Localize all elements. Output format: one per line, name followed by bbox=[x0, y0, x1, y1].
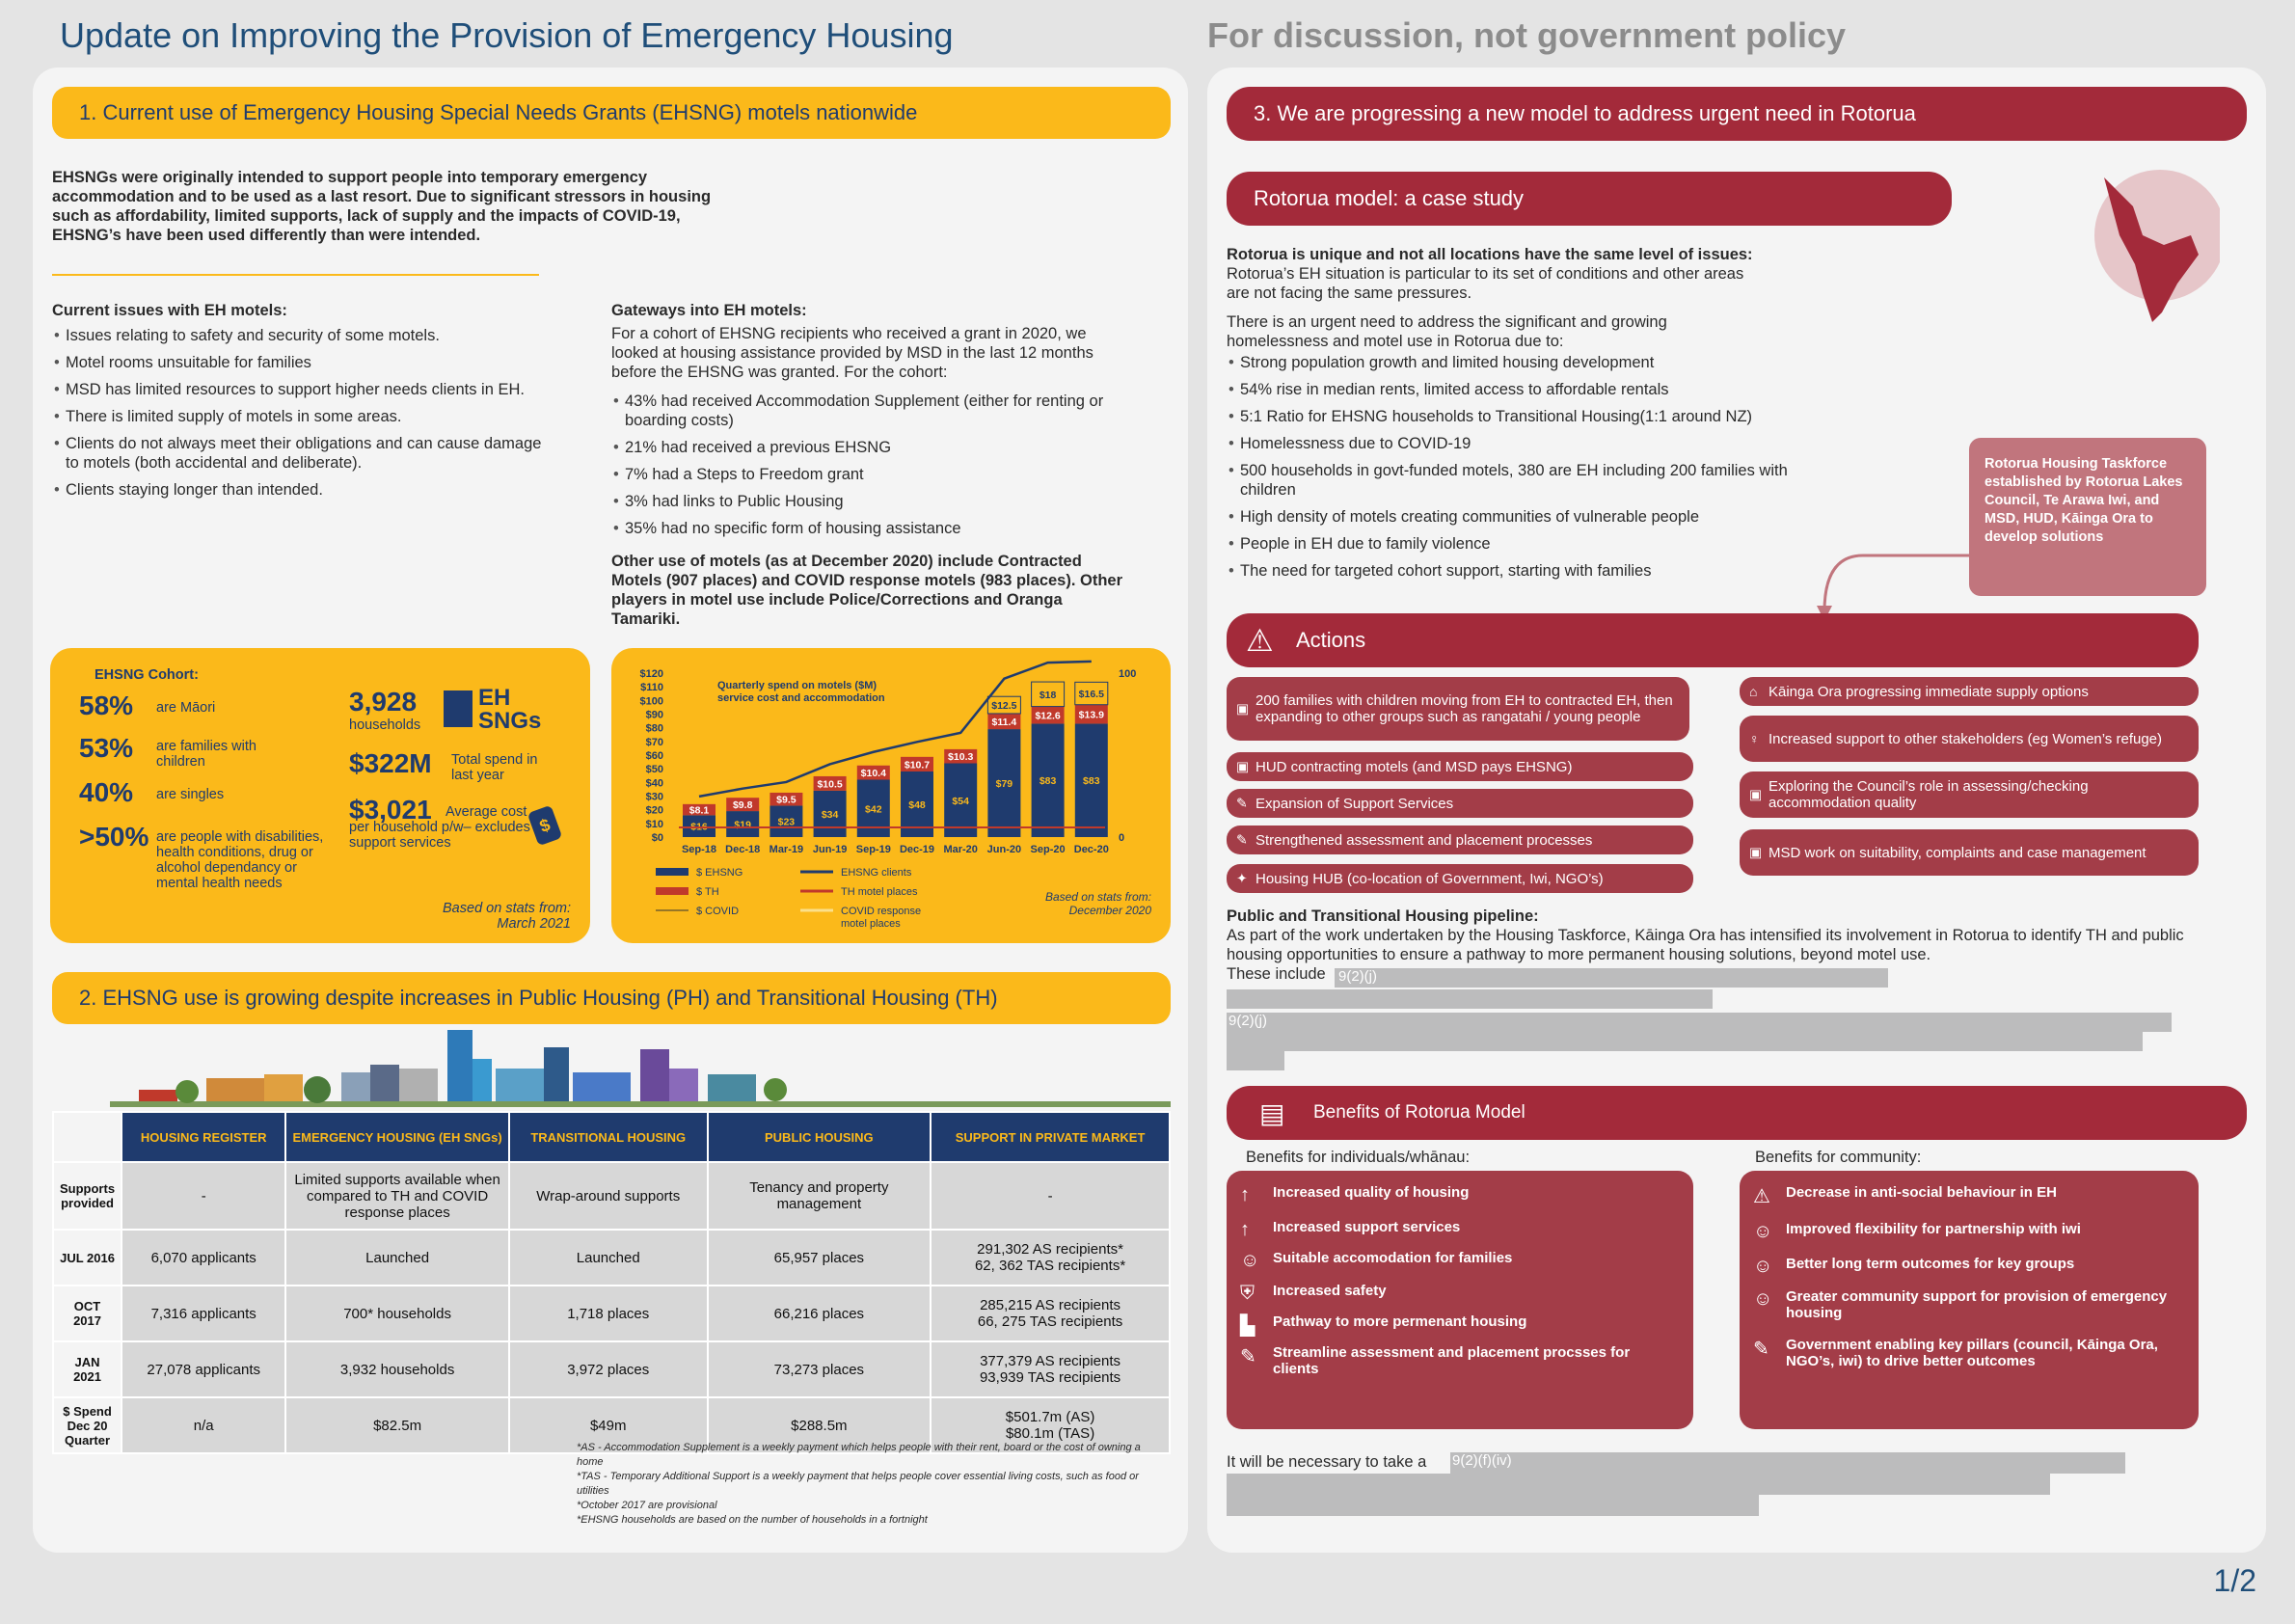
y2-tick-label: 0 bbox=[1119, 832, 1125, 844]
spend-label: Total spend in last year bbox=[451, 752, 538, 783]
list-item: • MSD has limited resources to support higher needs clients in EH. bbox=[52, 380, 554, 399]
page-number: 1/2 bbox=[2213, 1563, 2256, 1598]
table-cell: $49m bbox=[509, 1397, 708, 1453]
redaction-box bbox=[1335, 968, 1888, 988]
table-cell: Wrap-around supports bbox=[509, 1162, 708, 1230]
com-benefits-box bbox=[1740, 1171, 2199, 1429]
bricks-icon: ▤ bbox=[1259, 1097, 1285, 1128]
table-cell: 27,078 applicants bbox=[122, 1341, 285, 1397]
action-icon: ⌂ bbox=[1749, 684, 1758, 699]
benefit-item: ☺ Greater community support for provision of emergency housing bbox=[1753, 1288, 2168, 1321]
list-item: • Homelessness due to COVID-19 bbox=[1227, 434, 1805, 453]
action-text: Expansion of Support Services bbox=[1256, 795, 1454, 812]
x-tick-label: Dec-20 bbox=[1073, 844, 1109, 855]
page-title: Update on Improving the Provision of Emergency Housing bbox=[60, 15, 954, 55]
group-icon: ☺ bbox=[1753, 1256, 1773, 1277]
data-label: $13.9 bbox=[1078, 709, 1104, 721]
list-item: • The need for targeted cohort support, starting with families bbox=[1227, 561, 1805, 581]
pipeline-text: As part of the work undertaken by the Housing Taskforce, Kāinga Ora has intensified its involvement in Rotorua to identify TH and public housing opportunities to ensure a pathway to more permanent housing solutions, beyond motel use. bbox=[1227, 927, 2184, 963]
list-item: • Clients staying longer than intended. bbox=[52, 480, 554, 500]
legend-swatch bbox=[656, 887, 688, 895]
redaction-label: 9(2)(j) bbox=[1338, 968, 1377, 985]
benefit-item: ↑ Increased support services bbox=[1240, 1219, 1461, 1240]
stairs-icon: ▙ bbox=[1240, 1315, 1256, 1337]
data-label: $10.4 bbox=[860, 768, 886, 780]
data-label: $83 bbox=[1083, 775, 1100, 788]
y-tick-label: $60 bbox=[645, 750, 663, 762]
data-label: $10.7 bbox=[904, 759, 931, 771]
right-panel bbox=[1207, 68, 2266, 1553]
action-text: 200 families with children moving from EH to contracted EH, then expanding to other groups such as rangatahi / young people bbox=[1256, 692, 1673, 725]
list-item: • Motel rooms unsuitable for families bbox=[52, 353, 554, 372]
table-row bbox=[53, 1230, 1170, 1286]
list-item: • 43% had received Accommodation Supplement (either for renting or boarding costs) bbox=[611, 392, 1122, 430]
row-label: Supports provided bbox=[53, 1162, 122, 1230]
cohort-note: Based on stats from: March 2021 bbox=[443, 901, 571, 932]
footnote: *EHSNG households are based on the number of households in a fortnight bbox=[577, 1514, 928, 1526]
table-cell: 700* households bbox=[285, 1286, 509, 1341]
stat-pct: 53% bbox=[79, 733, 134, 763]
data-label: $83 bbox=[1039, 775, 1057, 788]
action-right-item bbox=[1740, 716, 2199, 762]
benefit-item: ✎ Government enabling key pillars (council, Kāinga Ora, NGO’s, iwi) to drive better outcomes bbox=[1753, 1337, 2158, 1369]
data-label: $9.5 bbox=[776, 794, 796, 806]
data-label: $11.4 bbox=[991, 717, 1017, 729]
pipeline-title: Public and Transitional Housing pipeline: bbox=[1227, 907, 1539, 925]
redaction-box bbox=[1227, 1051, 1284, 1070]
list-item: • 35% had no specific form of housing assistance bbox=[611, 519, 1122, 538]
action-text: Strengthened assessment and placement processes bbox=[1256, 831, 1593, 849]
table-header: PUBLIC HOUSING bbox=[708, 1112, 932, 1162]
data-label: $79 bbox=[995, 778, 1013, 791]
redaction-box bbox=[1227, 989, 1713, 1009]
table-cell: $501.7m (AS) $80.1m (TAS) bbox=[931, 1397, 1170, 1453]
redaction-box bbox=[1227, 1474, 2050, 1495]
avg-num: $3,021 bbox=[349, 795, 432, 825]
x-tick-label: Mar-19 bbox=[769, 844, 804, 855]
data-label: $16.5 bbox=[1078, 689, 1104, 701]
data-label: $34 bbox=[821, 808, 839, 821]
benefit-item: ☺ Suitable accomodation for families bbox=[1240, 1250, 1513, 1271]
list-item: • There is limited supply of motels in some areas. bbox=[52, 407, 554, 426]
y-tick-label: $30 bbox=[645, 791, 663, 803]
benefit-item: ▙ Pathway to more permenant housing bbox=[1240, 1313, 1527, 1337]
redaction-box bbox=[1450, 1452, 2125, 1474]
action-text: Exploring the Council’s role in assessing/checking accommodation quality bbox=[1768, 778, 2089, 811]
cohort-card bbox=[50, 648, 590, 943]
stat-pct: 40% bbox=[79, 777, 134, 807]
y-tick-label: $20 bbox=[645, 804, 663, 817]
stat-label: are families with children bbox=[156, 739, 256, 770]
data-label: $8.1 bbox=[688, 804, 710, 817]
chart-note: Based on stats from: December 2020 bbox=[1044, 890, 1151, 917]
table-cell: 285,215 AS recipients 66, 275 TAS recipients bbox=[931, 1286, 1170, 1341]
y-tick-label: $0 bbox=[651, 832, 663, 844]
data-label: $18 bbox=[1039, 689, 1057, 701]
redaction-label: 9(2)(f)(iv) bbox=[1452, 1452, 1512, 1469]
table-cell: Tenancy and property management bbox=[708, 1162, 932, 1230]
table-corner bbox=[53, 1112, 122, 1162]
data-label: $19 bbox=[734, 819, 751, 831]
action-right-item bbox=[1740, 677, 2199, 706]
shield-icon: ⛨ bbox=[1240, 1283, 1255, 1304]
stat-label: are people with disabilities, health conditions, drug or alcohol dependancy or mental health needs bbox=[156, 829, 324, 891]
households-num: 3,928 bbox=[349, 687, 418, 717]
gateways-list bbox=[611, 392, 1122, 546]
community-icon: ☺ bbox=[1753, 1288, 1773, 1310]
table-row bbox=[53, 1341, 1170, 1397]
benefits-title: Benefits of Rotorua Model bbox=[1313, 1102, 1526, 1123]
data-label: $10.5 bbox=[817, 778, 843, 791]
redaction-box bbox=[1227, 1495, 1759, 1516]
spend-num: $322M bbox=[349, 748, 432, 778]
page-subtitle: For discussion, not government policy bbox=[1207, 15, 1847, 55]
cohort-title: EHSNG Cohort: bbox=[94, 667, 199, 683]
table-cell: 3,972 places bbox=[509, 1341, 708, 1397]
legend-label: $ TH bbox=[696, 886, 719, 898]
action-right-item bbox=[1740, 829, 2199, 876]
nz-map-icon bbox=[2085, 168, 2220, 332]
building-icon bbox=[444, 690, 472, 727]
table-cell: 291,302 AS recipients* 62, 362 TAS recipients* bbox=[931, 1230, 1170, 1286]
y-tick-label: $90 bbox=[645, 709, 663, 721]
table-cell: 73,273 places bbox=[708, 1341, 932, 1397]
list-item: • 3% had links to Public Housing bbox=[611, 492, 1122, 511]
tools-icon: ✎ bbox=[1240, 1346, 1256, 1367]
x-tick-label: Mar-20 bbox=[943, 844, 978, 855]
y-tick-label: $50 bbox=[645, 764, 663, 776]
people-icon: ☺ bbox=[1753, 1221, 1773, 1242]
list-item: • 54% rise in median rents, limited access to affordable rentals bbox=[1227, 380, 1805, 399]
divider bbox=[52, 274, 539, 276]
spend-chart bbox=[611, 648, 1171, 943]
list-item: • 21% had received a previous EHSNG bbox=[611, 438, 1122, 457]
y-tick-label: $70 bbox=[645, 736, 663, 748]
eh-text: EH bbox=[478, 685, 511, 711]
table-cell: 6,070 applicants bbox=[122, 1230, 285, 1286]
row-label: OCT 2017 bbox=[53, 1286, 122, 1341]
footnotes bbox=[577, 1441, 1155, 1528]
y-tick-label: $40 bbox=[645, 777, 663, 790]
skyline-illustration bbox=[110, 1030, 1171, 1107]
action-icon: ✦ bbox=[1236, 870, 1248, 886]
benefit-item: ↑ Increased quality of housing bbox=[1240, 1184, 1470, 1205]
table-cell: Launched bbox=[285, 1230, 509, 1286]
other-use: Other use of motels (as at December 2020) include Contracted Motels (907 places) and COVID response motels (983 places). Other players in motel use include Police/Corrections and Oranga Tamariki. bbox=[611, 553, 1123, 628]
footnote: *TAS - Temporary Additional Support is a weekly payment that helps people cover essential living costs, such as food or utilities bbox=[577, 1471, 1139, 1497]
section-1-heading: 1. Current use of Emergency Housing Special Needs Grants (EHSNG) motels nationwide bbox=[52, 87, 1171, 139]
action-left-item bbox=[1227, 752, 1693, 781]
action-icon: ▣ bbox=[1236, 758, 1250, 774]
legend-label: $ COVID bbox=[696, 906, 740, 917]
list-item: • People in EH due to family violence bbox=[1227, 534, 1805, 554]
eh-label bbox=[478, 687, 541, 733]
x-tick-label: Sep-20 bbox=[1030, 844, 1066, 855]
action-icon: ✎ bbox=[1236, 795, 1248, 811]
data-label: $12.6 bbox=[1035, 710, 1061, 722]
warning-icon: ⚠ bbox=[1246, 623, 1274, 658]
x-tick-label: Jun-19 bbox=[812, 844, 848, 855]
gateways-title: Gateways into EH motels: bbox=[611, 302, 807, 319]
table-header: SUPPORT IN PRIVATE MARKET bbox=[931, 1112, 1170, 1162]
x-tick-label: Dec-19 bbox=[899, 844, 935, 855]
table-cell: - bbox=[122, 1162, 285, 1230]
list-item: • Clients do not always meet their obligations and can cause damage to motels (both accidental and deliberate). bbox=[52, 434, 554, 473]
list-item: • Strong population growth and limited housing development bbox=[1227, 353, 1805, 372]
footnote: *AS - Accommodation Supplement is a weekly payment which helps people with their rent, board or the cost of owning a home bbox=[577, 1442, 1141, 1468]
table-cell: 3,932 households bbox=[285, 1341, 509, 1397]
data-label: $10.3 bbox=[948, 751, 974, 764]
list-item: • Issues relating to safety and security of some motels. bbox=[52, 326, 554, 345]
list-item: • High density of motels creating communities of vulnerable people bbox=[1227, 507, 1805, 527]
actions-heading bbox=[1227, 613, 2199, 667]
y-tick-label: $110 bbox=[640, 682, 663, 694]
data-label: $54 bbox=[952, 795, 969, 807]
table-row bbox=[53, 1162, 1170, 1230]
row-label: $ Spend Dec 20 Quarter bbox=[53, 1397, 122, 1453]
legend-label: EHSNG clients bbox=[841, 867, 912, 879]
warning-icon: ⚠ bbox=[1753, 1186, 1770, 1207]
section-3-heading: 3. We are progressing a new model to address urgent need in Rotorua bbox=[1227, 87, 2247, 141]
y-tick-label: $80 bbox=[645, 722, 663, 735]
list-item: • 7% had a Steps to Freedom grant bbox=[611, 465, 1122, 484]
issues-list bbox=[52, 326, 554, 507]
action-icon: ✎ bbox=[1236, 831, 1248, 848]
left-panel bbox=[33, 68, 1188, 1553]
benefits-heading bbox=[1227, 1086, 2247, 1140]
benefit-item: ⚠ Decrease in anti-social behaviour in EH bbox=[1753, 1184, 2057, 1207]
data-label: $9.8 bbox=[732, 799, 753, 812]
data-label: $16 bbox=[690, 821, 708, 833]
necessary-text: It will be necessary to take a bbox=[1227, 1453, 1427, 1471]
action-text: Increased support to other stakeholders (eg Women’s refuge) bbox=[1768, 730, 2163, 747]
action-text: Kāinga Ora progressing immediate supply options bbox=[1768, 683, 2089, 700]
y-tick-label: $100 bbox=[639, 695, 663, 708]
action-left-item bbox=[1227, 677, 1689, 741]
table-header: TRANSITIONAL HOUSING bbox=[509, 1112, 708, 1162]
table-cell: 7,316 applicants bbox=[122, 1286, 285, 1341]
section-2-heading: 2. EHSNG use is growing despite increases in Public Housing (PH) and Transitional Housing (TH) bbox=[52, 972, 1171, 1024]
sngs-text: SNGs bbox=[478, 708, 542, 734]
action-icon: ▣ bbox=[1749, 786, 1763, 802]
table-cell: - bbox=[931, 1162, 1170, 1230]
benefit-item: ☺ Improved flexibility for partnership with iwi bbox=[1753, 1221, 2081, 1242]
table-header: HOUSING REGISTER bbox=[122, 1112, 285, 1162]
action-icon: ▣ bbox=[1236, 700, 1250, 717]
benefit-item: ⛨ Increased safety bbox=[1240, 1283, 1387, 1304]
case-study-heading: Rotorua model: a case study bbox=[1227, 172, 1952, 226]
stat-pct: 58% bbox=[79, 690, 134, 720]
action-right-item bbox=[1740, 771, 2199, 818]
row-label: JAN 2021 bbox=[53, 1341, 122, 1397]
rotorua-p2: Rotorua’s EH situation is particular to its set of conditions and other areas are not facing the same pressures. bbox=[1227, 265, 1744, 302]
price-tag-icon: $ bbox=[527, 805, 563, 847]
action-text: MSD work on suitability, complaints and case management bbox=[1768, 844, 2146, 861]
ind-title: Benefits for individuals/whānau: bbox=[1246, 1149, 1471, 1166]
these-include: These include bbox=[1227, 965, 1326, 983]
legend-label: COVID response motel places bbox=[841, 906, 922, 930]
issues-title: Current issues with EH motels: bbox=[52, 302, 287, 319]
footnote: *October 2017 are provisional bbox=[577, 1500, 717, 1511]
housing-table bbox=[52, 1111, 1171, 1454]
table-cell: 377,379 AS recipients 93,939 TAS recipients bbox=[931, 1341, 1170, 1397]
y2-tick-label: 100 bbox=[1119, 668, 1137, 680]
legend-swatch bbox=[656, 868, 688, 876]
table-row bbox=[53, 1286, 1170, 1341]
actions-title: Actions bbox=[1296, 628, 1366, 652]
table-cell: $288.5m bbox=[708, 1397, 932, 1453]
households-label: households bbox=[349, 717, 421, 733]
benefit-item: ☺ Better long term outcomes for key groups bbox=[1753, 1256, 2075, 1277]
redaction-label: 9(2)(j) bbox=[1228, 1013, 1267, 1029]
list-item: • 500 households in govt-funded motels, 380 are EH including 200 families with children bbox=[1227, 461, 1805, 500]
table-cell: Limited supports available when compared to TH and COVID response places bbox=[285, 1162, 509, 1230]
list-item: • 5:1 Ratio for EHSNG households to Transitional Housing(1:1 around NZ) bbox=[1227, 407, 1805, 426]
taskforce-text: Rotorua Housing Taskforce established by Rotorua Lakes Council, Te Arawa Iwi, and MSD, HUD, Kāinga Ora to develop solutions bbox=[1984, 456, 2183, 545]
legend-label: $ EHSNG bbox=[696, 867, 743, 879]
stat-label: are Māori bbox=[156, 700, 216, 716]
gateways-intro: For a cohort of EHSNG recipients who received a grant in 2020, we looked at housing assistance provided by MSD in the last 12 months before the EHSNG was granted. For the cohort: bbox=[611, 325, 1094, 381]
data-label: $48 bbox=[908, 799, 926, 811]
stat-label: are singles bbox=[156, 787, 225, 802]
legend-label: TH motel places bbox=[841, 886, 918, 898]
action-icon: ▣ bbox=[1749, 844, 1763, 860]
table-cell: 65,957 places bbox=[708, 1230, 932, 1286]
x-tick-label: Sep-18 bbox=[681, 844, 717, 855]
chart-title: Quarterly spend on motels ($M) service cost and accommodation bbox=[717, 680, 885, 704]
action-icon: ♀ bbox=[1749, 731, 1760, 746]
rotorua-list bbox=[1227, 353, 1805, 588]
redaction-box bbox=[1227, 1032, 2143, 1051]
table-cell: 66,216 places bbox=[708, 1286, 932, 1341]
s1-intro: EHSNGs were originally intended to support people into temporary emergency accommodation and to be used as a last resort. Due to significant stressors in housing such as affordability, limited supports, lack of supply and the impacts of COVID-19, EHSNG’s have been used differently than were intended. bbox=[52, 169, 712, 244]
data-label: $42 bbox=[865, 803, 882, 816]
avg-label: Average cost per household p/w– excludes support services bbox=[349, 804, 530, 851]
action-left-item bbox=[1227, 864, 1693, 893]
row-label: JUL 2016 bbox=[53, 1230, 122, 1286]
stat-pct: >50% bbox=[79, 822, 149, 852]
arrow-up-icon: ↑ bbox=[1240, 1184, 1250, 1205]
action-text: Housing HUB (co-location of Government, Iwi, NGO’s) bbox=[1256, 870, 1604, 887]
y-tick-label: $120 bbox=[639, 668, 663, 680]
table-cell: 1,718 places bbox=[509, 1286, 708, 1341]
benefit-item: ✎ Streamline assessment and placement procsses for clients bbox=[1240, 1344, 1631, 1377]
spend-chart-card bbox=[611, 648, 1171, 943]
rotorua-p1: Rotorua is unique and not all locations have the same level of issues: bbox=[1227, 246, 1753, 263]
table-header: EMERGENCY HOUSING (EH SNGs) bbox=[285, 1112, 509, 1162]
com-title: Benefits for community: bbox=[1755, 1149, 1922, 1166]
x-tick-label: Dec-18 bbox=[725, 844, 761, 855]
tools-icon: ✎ bbox=[1753, 1339, 1769, 1360]
family-icon: ☺ bbox=[1240, 1250, 1260, 1271]
rotorua-p3: There is an urgent need to address the significant and growing homelessness and motel use in Rotorua due to: bbox=[1227, 313, 1667, 350]
y-tick-label: $10 bbox=[645, 818, 663, 830]
table-cell: n/a bbox=[122, 1397, 285, 1453]
data-label: $12.5 bbox=[991, 700, 1017, 713]
x-tick-label: Jun-20 bbox=[986, 844, 1022, 855]
action-text: HUD contracting motels (and MSD pays EHSNG) bbox=[1256, 758, 1573, 775]
table-cell: Launched bbox=[509, 1230, 708, 1286]
redaction-box bbox=[1227, 1013, 2172, 1032]
data-label: $23 bbox=[777, 816, 796, 828]
action-left-item bbox=[1227, 826, 1693, 854]
arrow-up-icon: ↑ bbox=[1240, 1219, 1250, 1240]
action-left-item bbox=[1227, 789, 1693, 818]
ind-benefits-box bbox=[1227, 1171, 1693, 1429]
x-tick-label: Sep-19 bbox=[855, 844, 891, 855]
table-cell: $82.5m bbox=[285, 1397, 509, 1453]
